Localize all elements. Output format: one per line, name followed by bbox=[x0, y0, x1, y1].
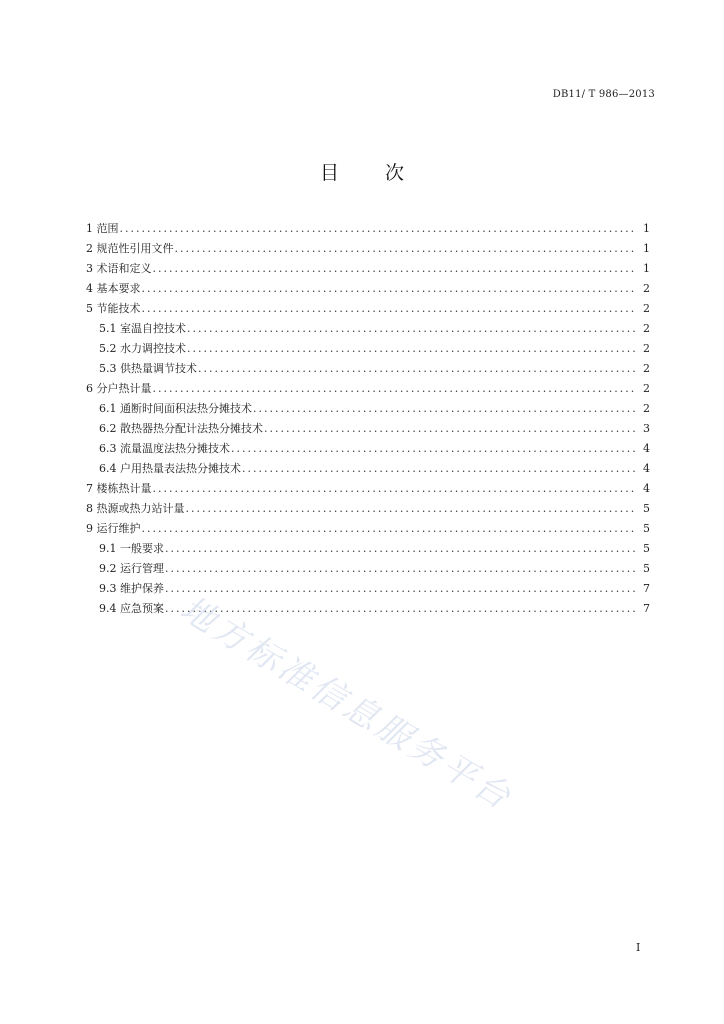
toc-subentry[interactable] bbox=[86, 579, 650, 599]
toc-page-number: 4 bbox=[643, 482, 650, 495]
dot-leader bbox=[120, 219, 637, 239]
toc-subentry[interactable] bbox=[86, 419, 650, 439]
dot-leader bbox=[175, 239, 637, 259]
toc-subentry[interactable] bbox=[86, 359, 650, 379]
toc-subentry[interactable] bbox=[86, 339, 650, 359]
toc-entry-text: 6 分户热计量 bbox=[86, 382, 152, 395]
page-number: I bbox=[636, 941, 641, 954]
dot-leader bbox=[153, 259, 637, 279]
toc-page-number: 1 bbox=[643, 222, 650, 235]
toc-entry-text: 5 节能技术 bbox=[86, 302, 141, 315]
dot-leader bbox=[165, 559, 636, 579]
dot-leader bbox=[142, 279, 637, 299]
toc-subentry[interactable] bbox=[86, 459, 650, 479]
toc-page-number: 1 bbox=[643, 242, 650, 255]
dot-leader bbox=[142, 519, 637, 539]
toc-page-number: 5 bbox=[643, 562, 650, 575]
watermark: 地方标准信息服务平台 bbox=[173, 588, 520, 819]
toc-entry-text: 9.2 运行管理 bbox=[99, 562, 164, 575]
toc-entry-text: 8 热源或热力站计量 bbox=[86, 502, 185, 515]
toc-page-number: 2 bbox=[643, 322, 650, 335]
toc-entry-text: 9.1 一般要求 bbox=[99, 542, 164, 555]
toc-entry-text: 9.3 维护保养 bbox=[99, 582, 164, 595]
toc-subentry[interactable] bbox=[86, 399, 650, 419]
toc-entry-text: 7 楼栋热计量 bbox=[86, 482, 152, 495]
toc-subentry[interactable] bbox=[86, 559, 650, 579]
toc-entry[interactable] bbox=[86, 379, 650, 399]
toc-entry-text: 6.3 流量温度法热分摊技术 bbox=[99, 442, 230, 455]
toc-entry-text: 6.4 户用热量表法热分摊技术 bbox=[99, 462, 241, 475]
toc-entry[interactable] bbox=[86, 499, 650, 519]
toc-subentry[interactable] bbox=[86, 599, 650, 619]
dot-leader bbox=[153, 479, 637, 499]
page-title: 目 次 bbox=[319, 162, 425, 184]
document-code: DB11/ T 986—2013 bbox=[552, 89, 655, 100]
toc-entry[interactable] bbox=[86, 219, 650, 239]
dot-leader bbox=[231, 439, 636, 459]
toc-entry[interactable] bbox=[86, 519, 650, 539]
dot-leader bbox=[198, 359, 636, 379]
dot-leader bbox=[264, 419, 636, 439]
toc-page-number: 2 bbox=[643, 282, 650, 295]
toc-entry-text: 2 规范性引用文件 bbox=[86, 242, 174, 255]
dot-leader bbox=[253, 399, 636, 419]
toc-entry-text: 5.3 供热量调节技术 bbox=[99, 362, 197, 375]
dot-leader bbox=[187, 339, 636, 359]
toc-subentry[interactable] bbox=[86, 439, 650, 459]
dot-leader bbox=[165, 579, 636, 599]
table-of-contents bbox=[86, 219, 650, 619]
toc-page-number: 2 bbox=[643, 342, 650, 355]
toc-page-number: 5 bbox=[643, 522, 650, 535]
toc-entry-text: 4 基本要求 bbox=[86, 282, 141, 295]
toc-entry[interactable] bbox=[86, 299, 650, 319]
toc-page-number: 2 bbox=[643, 402, 650, 415]
toc-subentry[interactable] bbox=[86, 539, 650, 559]
toc-entry-text: 6.1 通断时间面积法热分摊技术 bbox=[99, 402, 252, 415]
toc-entry-text: 5.2 水力调控技术 bbox=[99, 342, 186, 355]
toc-entry[interactable] bbox=[86, 259, 650, 279]
dot-leader bbox=[186, 499, 637, 519]
toc-page-number: 4 bbox=[643, 442, 650, 455]
toc-page-number: 1 bbox=[643, 262, 650, 275]
toc-entry-text: 9.4 应急预案 bbox=[99, 602, 164, 615]
dot-leader bbox=[187, 319, 636, 339]
dot-leader bbox=[242, 459, 636, 479]
toc-entry-text: 9 运行维护 bbox=[86, 522, 141, 535]
toc-entry-text: 5.1 室温自控技术 bbox=[99, 322, 186, 335]
dot-leader bbox=[153, 379, 637, 399]
dot-leader bbox=[165, 539, 636, 559]
toc-page-number: 7 bbox=[643, 582, 650, 595]
toc-entry[interactable] bbox=[86, 239, 650, 259]
toc-entry[interactable] bbox=[86, 279, 650, 299]
toc-page-number: 3 bbox=[643, 422, 650, 435]
toc-page-number: 7 bbox=[643, 602, 650, 615]
toc-entry-text: 3 术语和定义 bbox=[86, 262, 152, 275]
toc-page-number: 2 bbox=[643, 382, 650, 395]
dot-leader bbox=[142, 299, 637, 319]
toc-page-number: 4 bbox=[643, 462, 650, 475]
toc-entry[interactable] bbox=[86, 479, 650, 499]
toc-page-number: 2 bbox=[643, 302, 650, 315]
toc-page-number: 2 bbox=[643, 362, 650, 375]
toc-page-number: 5 bbox=[643, 502, 650, 515]
dot-leader bbox=[165, 599, 636, 619]
toc-entry-text: 1 范围 bbox=[86, 222, 119, 235]
toc-page-number: 5 bbox=[643, 542, 650, 555]
toc-subentry[interactable] bbox=[86, 319, 650, 339]
toc-entry-text: 6.2 散热器热分配计法热分摊技术 bbox=[99, 422, 263, 435]
